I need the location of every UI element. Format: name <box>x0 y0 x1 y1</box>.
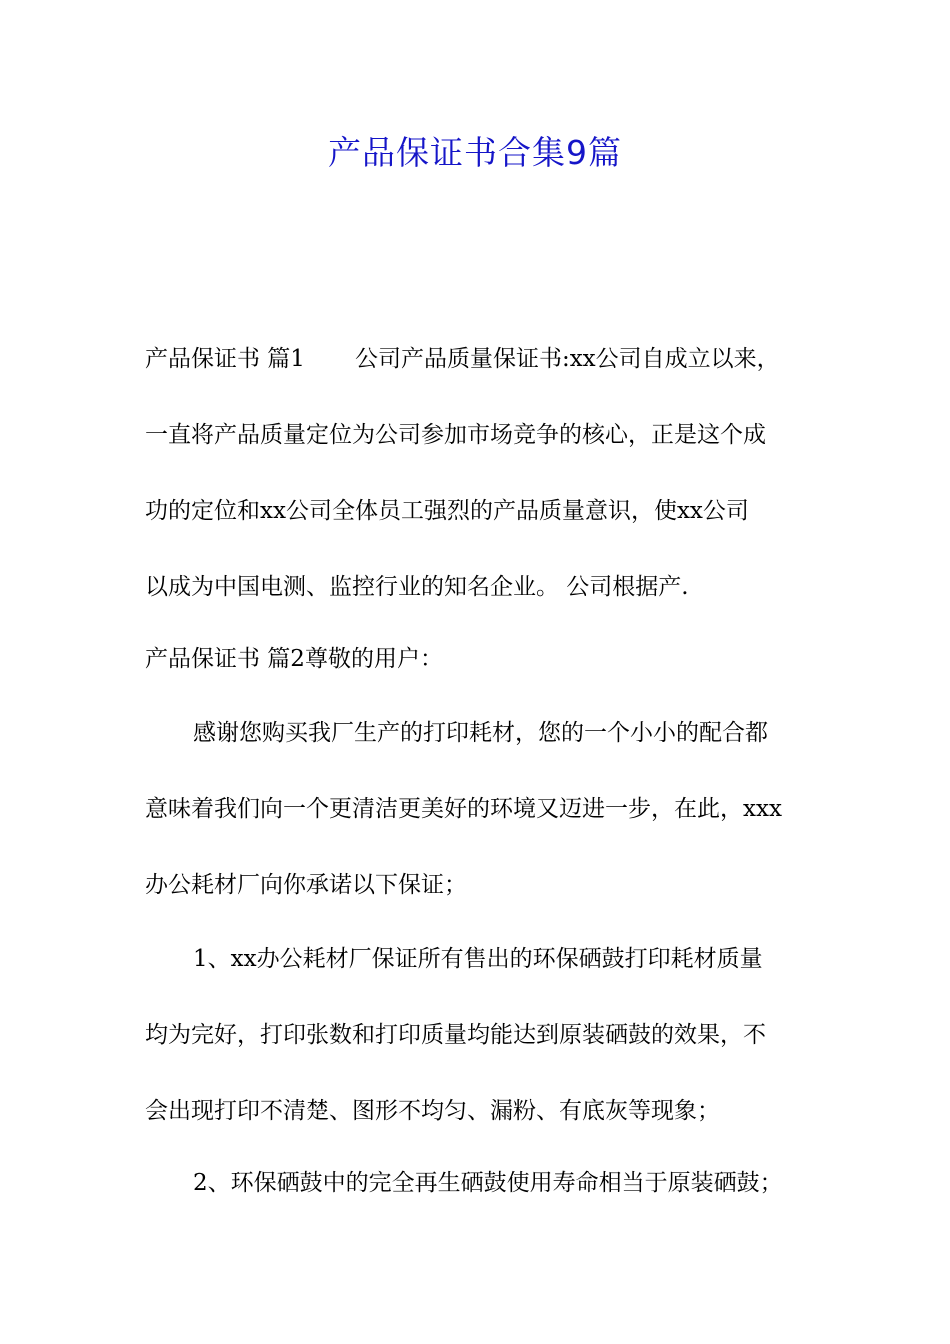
section2-item1-line3: 会出现打印不清楚、图形不均匀、漏粉、有底灰等现象； <box>145 1098 720 1124</box>
section2-item2-line1: 2、环保硒鼓中的完全再生硒鼓使用寿命相当于原装硒鼓； <box>193 1170 783 1196</box>
section2-para1-line2: 意味着我们向一个更清洁更美好的环境又迈进一步，在此，xxx <box>145 796 782 822</box>
section1-line1-text: 公司产品质量保证书:xx公司自成立以来， <box>354 346 780 372</box>
section2-para1-line3: 办公耗材厂向你承诺以下保证； <box>145 872 467 898</box>
section1-line3: 功的定位和xx公司全体员工强烈的产品质量意识，使xx公司 <box>145 498 749 524</box>
section2-heading: 产品保证书 篇2尊敬的用户： <box>145 646 443 672</box>
section1-line4: 以成为中国电测、监控行业的知名企业。 公司根据产. <box>145 574 689 600</box>
section2-para1-line1: 感谢您购买我厂生产的打印耗材，您的一个小小的配合都 <box>193 720 768 746</box>
section2-item1-line2: 均为完好，打印张数和打印质量均能达到原装硒鼓的效果，不 <box>145 1022 766 1048</box>
section1-first-line <box>145 342 825 376</box>
document-title: 产品保证书合集9篇 <box>328 133 622 172</box>
section1-line2: 一直将产品质量定位为公司参加市场竞争的核心，正是这个成 <box>145 422 766 448</box>
section1-heading: 产品保证书 篇1 <box>145 346 305 372</box>
section2-item1-line1: 1、xx办公耗材厂保证所有售出的环保硒鼓打印耗材质量 <box>193 946 763 972</box>
